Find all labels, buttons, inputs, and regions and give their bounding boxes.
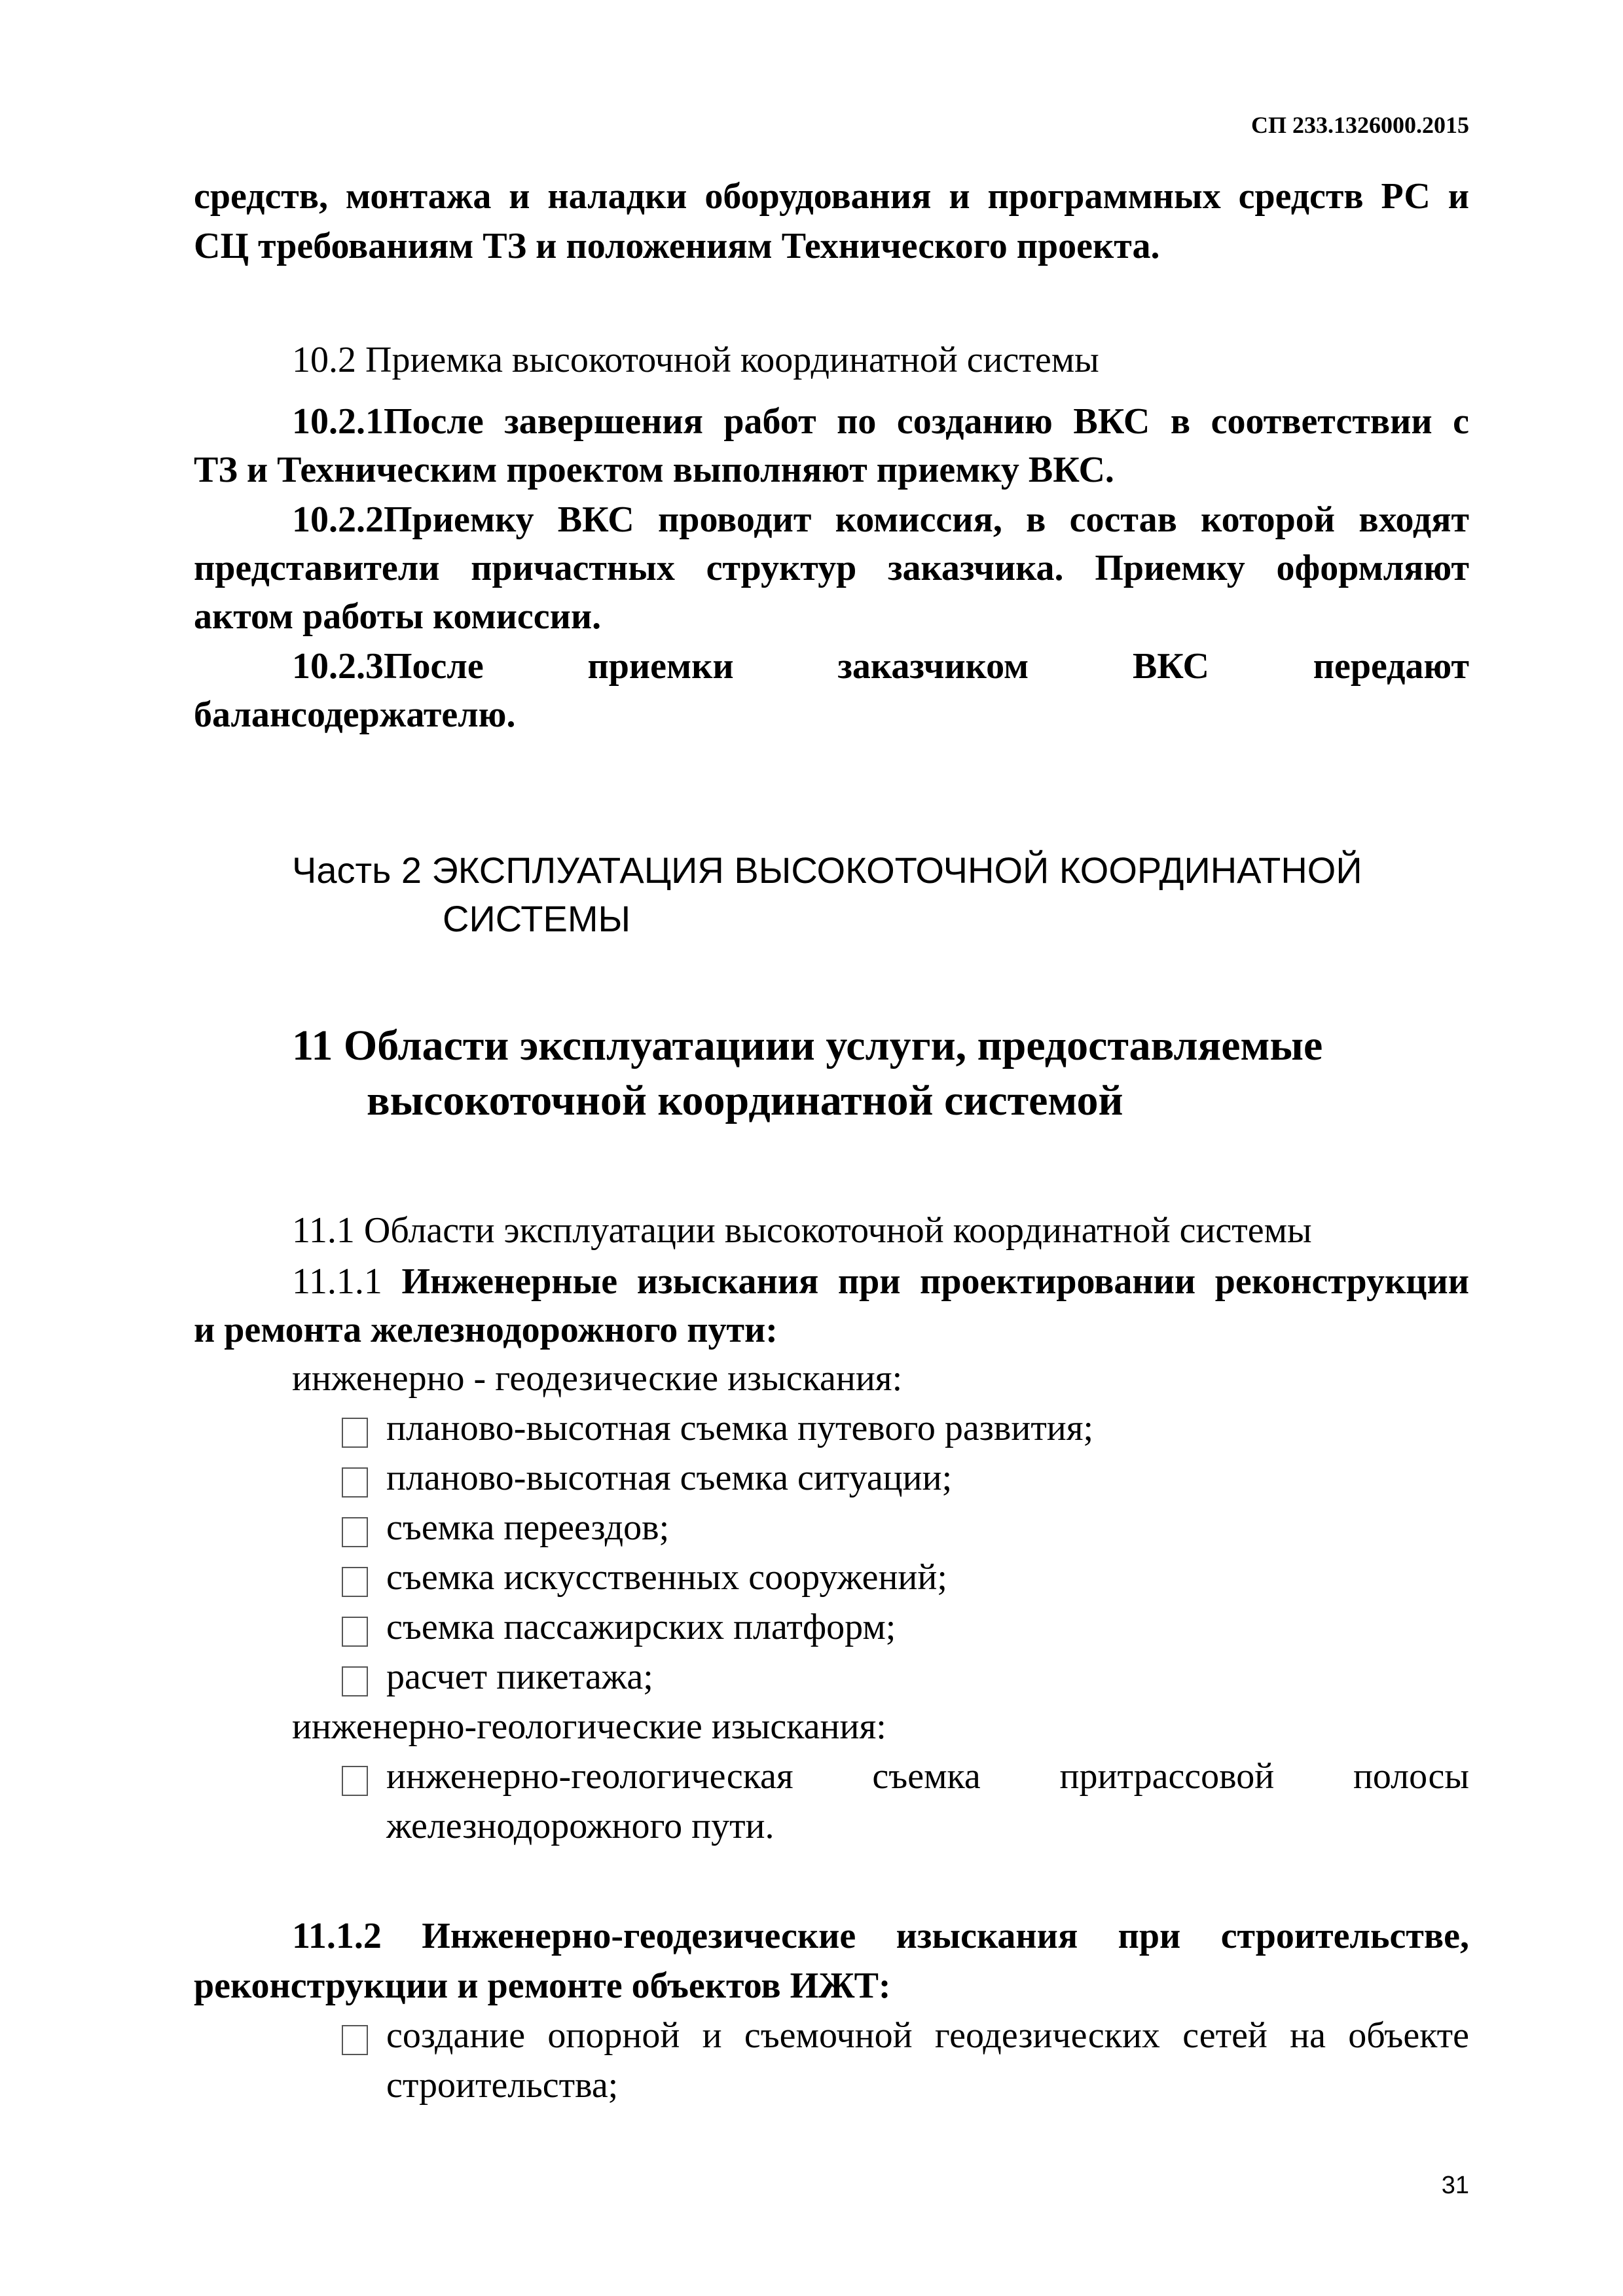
subsection-11-1-2-line-2: реконструкции и ремонте объектов ИЖТ: [194,1965,891,2006]
geologic-item-line-2: железнодорожного пути. [386,1806,775,1846]
subsection-11-1-1-line-1 [292,1257,1469,1306]
page-number: 31 [1441,2172,1469,2199]
subsection-11-1-1-number: 11.1.1 [292,1261,382,1302]
intro-text-line-2: СЦ требованиям ТЗ и положениям Технического проекта. [194,226,1160,266]
subsection-11-1-2-line-1: 11.1.2 Инженерно-геодезические изыскания при строительстве, [292,1916,1469,1956]
geodetic-item-6: расчет пикетажа; [386,1657,653,1697]
part-2-title-line-2: СИСТЕМЫ [443,898,631,939]
subsection-11-1-1-line-2: и ремонта железнодорожного пути: [194,1310,778,1350]
geodetic-item-1: планово-высотная съемка путевого развития; [386,1408,1094,1448]
paragraph-10-2-3-line-2: балансодержателю. [194,694,516,735]
section-11-heading-line-1: 11 Области эксплуатациии услуги, предоставляемые [292,1022,1323,1069]
document-code-header: СП 233.1326000.2015 [1251,112,1469,138]
bullet-icon [342,1666,368,1696]
paragraph-10-2-2-line-3: актом работы комиссии. [194,596,602,637]
paragraph-10-2-2-line-1: 10.2.2Приемку ВКС проводит комиссия, в состав которой входят [292,499,1469,540]
paragraph-10-2-1-line-2: ТЗ и Техническим проектом выполняют приемку ВКС. [194,450,1114,490]
build-item-line-2: строительства; [386,2065,619,2106]
geodetic-item-2: планово-высотная съемка ситуации; [386,1458,953,1498]
bullet-icon [342,1467,368,1498]
geologic-item-line-1: инженерно-геологическая съемка притрассовой полосы [386,1756,1469,1797]
bullet-icon [342,1517,368,1547]
paragraph-10-2-1-line-1: 10.2.1После завершения работ по созданию ВКС в соответствии с [292,401,1469,442]
bullet-icon [342,1766,368,1796]
geodetic-surveys-label: инженерно - геодезические изыскания: [292,1358,903,1399]
paragraph-10-2-3-line-1: 10.2.3После приемки заказчиком ВКС передают [292,646,1469,687]
bullet-icon [342,1567,368,1597]
part-2-title-line-1: Часть 2 ЭКСПЛУАТАЦИЯ ВЫСОКОТОЧНОЙ КООРДИНАТНОЙ [292,850,1362,891]
section-11-heading-line-2: высокоточной координатной системой [367,1077,1123,1124]
build-item-line-1: создание опорной и съемочной геодезических сетей на объекте [386,2015,1469,2056]
geodetic-item-5: съемка пассажирских платформ; [386,1607,896,1647]
bullet-icon [342,1418,368,1448]
bullet-icon [342,1617,368,1647]
paragraph-10-2-2-line-2: представители причастных структур заказчика. Приемку оформляют [194,548,1469,588]
subsection-10-2-title: 10.2 Приемка высокоточной координатной системы [292,340,1099,380]
geodetic-item-4: съемка искусственных сооружений; [386,1557,947,1598]
subsection-11-1-title: 11.1 Области эксплуатации высокоточной координатной системы [292,1210,1312,1251]
geodetic-item-3: съемка переездов; [386,1507,670,1548]
subsection-11-1-1-title: Инженерные изыскания при проектировании реконструкции [401,1261,1470,1302]
geologic-surveys-label: инженерно-геологические изыскания: [292,1706,886,1747]
bullet-icon [342,2025,368,2055]
intro-text-line-1: средств, монтажа и наладки оборудования и программных средств РС и [194,176,1469,217]
